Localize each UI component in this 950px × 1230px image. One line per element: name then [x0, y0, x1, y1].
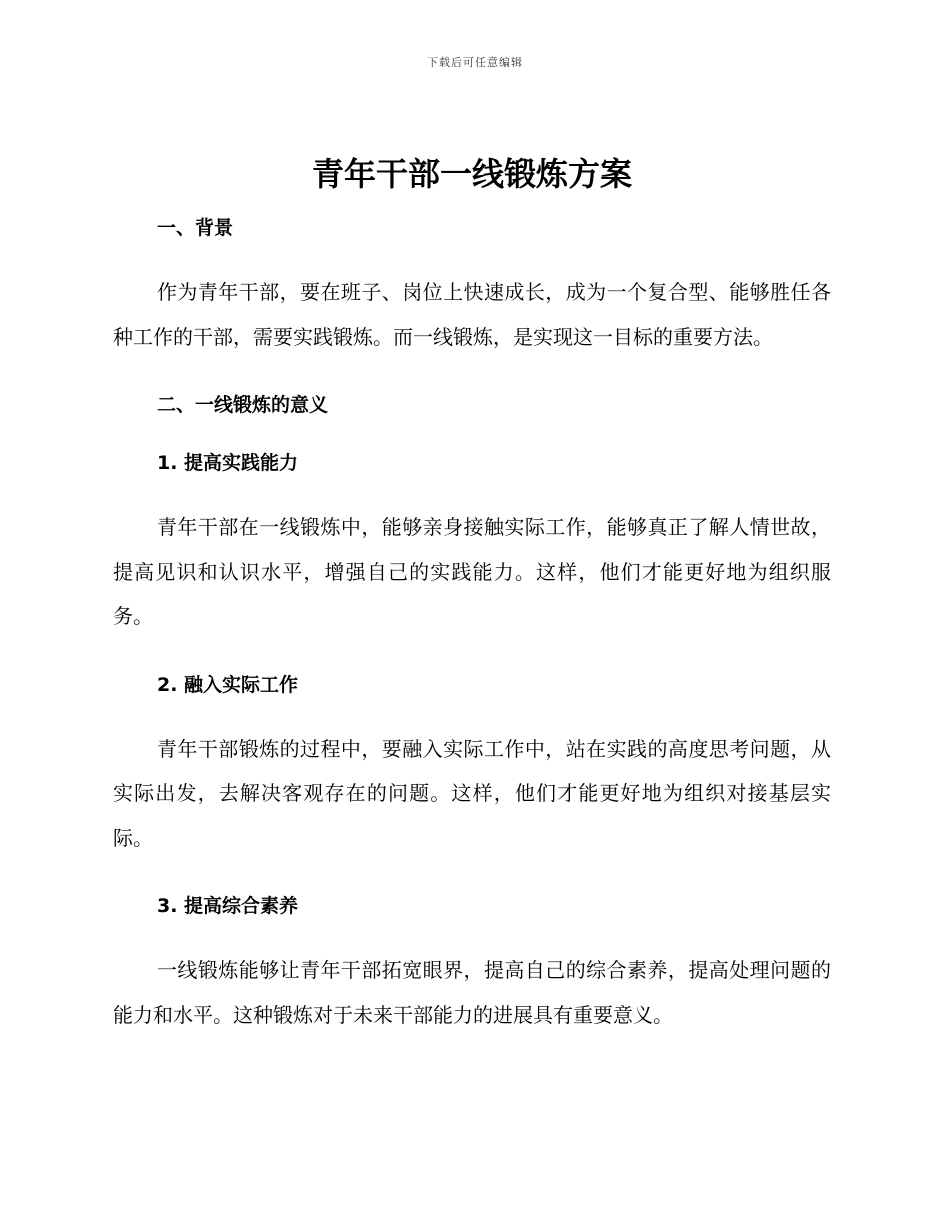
sub-heading-quality: 3. 提高综合素养 — [157, 895, 299, 917]
page-header-note: 下载后可任意编辑 — [427, 56, 523, 69]
document-body — [113, 148, 831, 1037]
paragraph-practice: 青年干部在一线锻炼中，能够亲身接触实际工作，能够真正了解人情世故，提高见识和认识水平，增强自己的实践能力。这样，他们才能更好地为组织服务。 — [113, 515, 831, 628]
paragraph-background: 作为青年干部，要在班子、岗位上快速成长，成为一个复合型、能够胜任各种工作的干部，需要实践锻炼。而一线锻炼，是实现这一目标的重要方法。 — [113, 280, 831, 349]
sub-heading-integrate: 2. 融入实际工作 — [157, 673, 299, 696]
sub-heading-practice: 1. 提高实践能力 — [157, 452, 299, 474]
paragraph-integrate: 青年干部锻炼的过程中，要融入实际工作中，站在实践的高度思考问题，从实际出发，去解决客观存在的问题。这样，他们才能更好地为组织对接基层实际。 — [113, 736, 831, 850]
document-title: 青年干部一线锻炼方案 — [311, 155, 632, 193]
section-heading-meaning: 二、一线锻炼的意义 — [157, 394, 329, 416]
paragraph-quality: 一线锻炼能够让青年干部拓宽眼界，提高自己的综合素养，提高处理问题的能力和水平。这种锻炼对于未来干部能力的进展具有重要意义。 — [113, 958, 831, 1027]
section-heading-background: 一、背景 — [157, 217, 234, 239]
